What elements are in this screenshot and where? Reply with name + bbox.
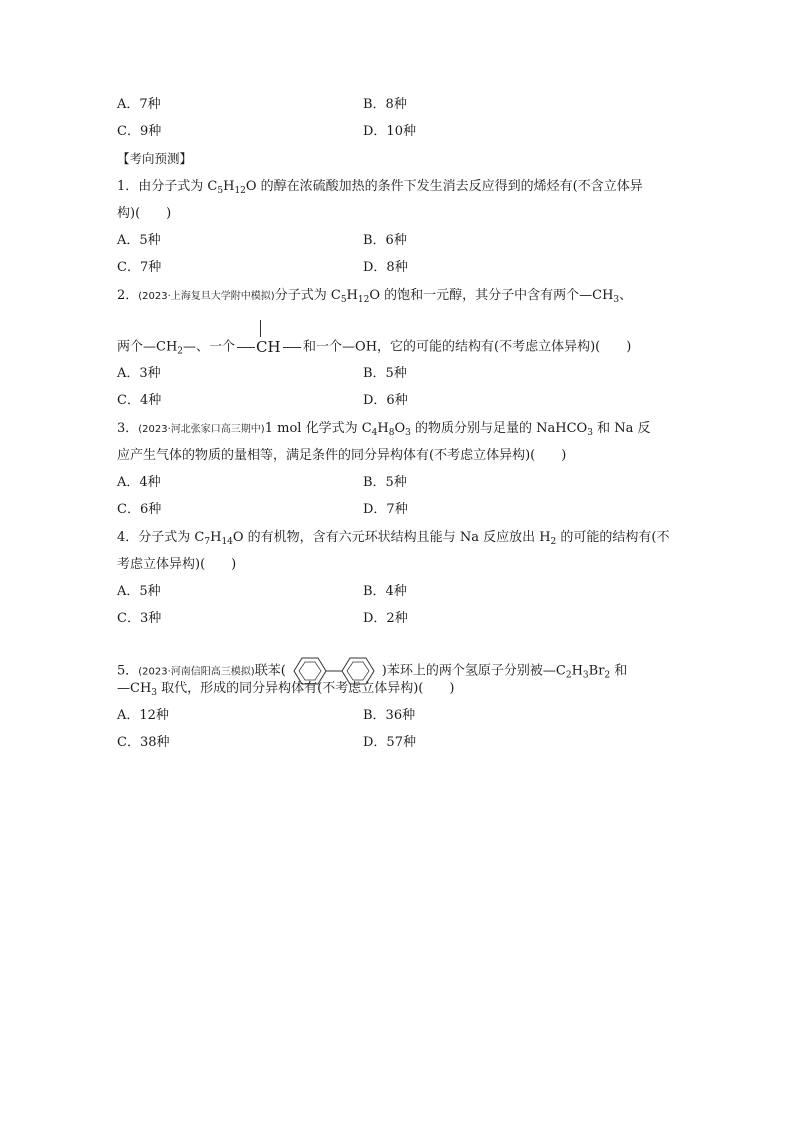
prev-option-b: B．8种 xyxy=(363,97,407,112)
section-heading: 【考向预测】 xyxy=(117,151,193,166)
q3-stem-line1: 3．(2023·河北张家口高三期中)1 mol 化学式为 $C_4H_8O_3$ 的物质分别与足量的 NaHCO$_3$ 和 Na 反 xyxy=(117,421,651,438)
q5-source: (2023·河南信阳高三模拟) xyxy=(138,666,255,678)
ch-structure-diagram: CH xyxy=(237,338,301,356)
q1-stem-line2: 构)( ) xyxy=(117,206,172,221)
q2-source: (2023·上海复旦大学附中模拟) xyxy=(138,291,275,302)
q3-source: (2023·河北张家口高三期中) xyxy=(138,424,265,435)
q1-stem-line1: 1．由分子式为 $C_5H_{12}O$ 的醇在浓硫酸加热的条件下发生消去反应得到的烯烃有(不含立体异 xyxy=(117,179,643,196)
prev-option-a: A．7种 xyxy=(117,97,161,112)
prev-option-d: D．10种 xyxy=(363,124,416,139)
q1-option-a: A．5种 xyxy=(117,233,161,248)
q1-option-c: C．7种 xyxy=(117,260,162,275)
q5-option-c: C．38种 xyxy=(117,735,170,750)
q3-option-d: D．7种 xyxy=(363,502,408,517)
q3-option-c: C．6种 xyxy=(117,502,162,517)
q5-option-d: D．57种 xyxy=(363,735,416,750)
q4-option-a: A．5种 xyxy=(117,584,161,599)
q2-option-b: B．5种 xyxy=(363,366,407,381)
q4-stem-line2: 考虑立体异构)( ) xyxy=(117,557,237,572)
q4-option-b: B．4种 xyxy=(363,584,407,599)
q3-option-a: A．4种 xyxy=(117,475,161,490)
q3-option-b: B．5种 xyxy=(363,475,407,490)
q5-stem-line2: $—CH_3$ 取代，形成的同分异构体有(不考虑立体异构)( ) xyxy=(117,681,455,698)
q4-option-c: C．3种 xyxy=(117,611,162,626)
q1-option-d: D．8种 xyxy=(363,260,408,275)
q2-option-a: A．3种 xyxy=(117,366,161,381)
q1-option-b: B．6种 xyxy=(363,233,407,248)
q3-stem-line2: 应产生气体的物质的量相等，满足条件的同分异构体有(不考虑立体异构)( ) xyxy=(117,448,567,463)
q5-option-a: A．12种 xyxy=(117,708,169,723)
prev-option-c: C．9种 xyxy=(117,124,162,139)
q2-stem-line2: 两个$—CH_2—$、一个 CH 和一个—OH，它的可能的结构有(不考虑立体异构)( ) xyxy=(117,338,631,357)
q5-option-b: B．36种 xyxy=(363,708,416,723)
q4-option-d: D．2种 xyxy=(363,611,408,626)
q2-option-d: D．6种 xyxy=(363,393,408,408)
q4-stem-line1: 4．分子式为 $C_7H_{14}O$ 的有机物，含有六元环状结构且能与 Na 反应放出 $H_2$ 的可能的结构有(不 xyxy=(117,530,670,547)
q2-stem-line1: 2．(2023·上海复旦大学附中模拟)分子式为 $C_5H_{12}O$ 的饱和一元醇，其分子中含有两个$—CH_3$、 xyxy=(117,288,633,305)
q2-option-c: C．4种 xyxy=(117,393,162,408)
q5-stem-line1: 5．(2023·河南信阳高三模拟)联苯( )苯环上的两个氢原子分别被$—C_2H_3Br_2$ 和 xyxy=(117,653,627,689)
